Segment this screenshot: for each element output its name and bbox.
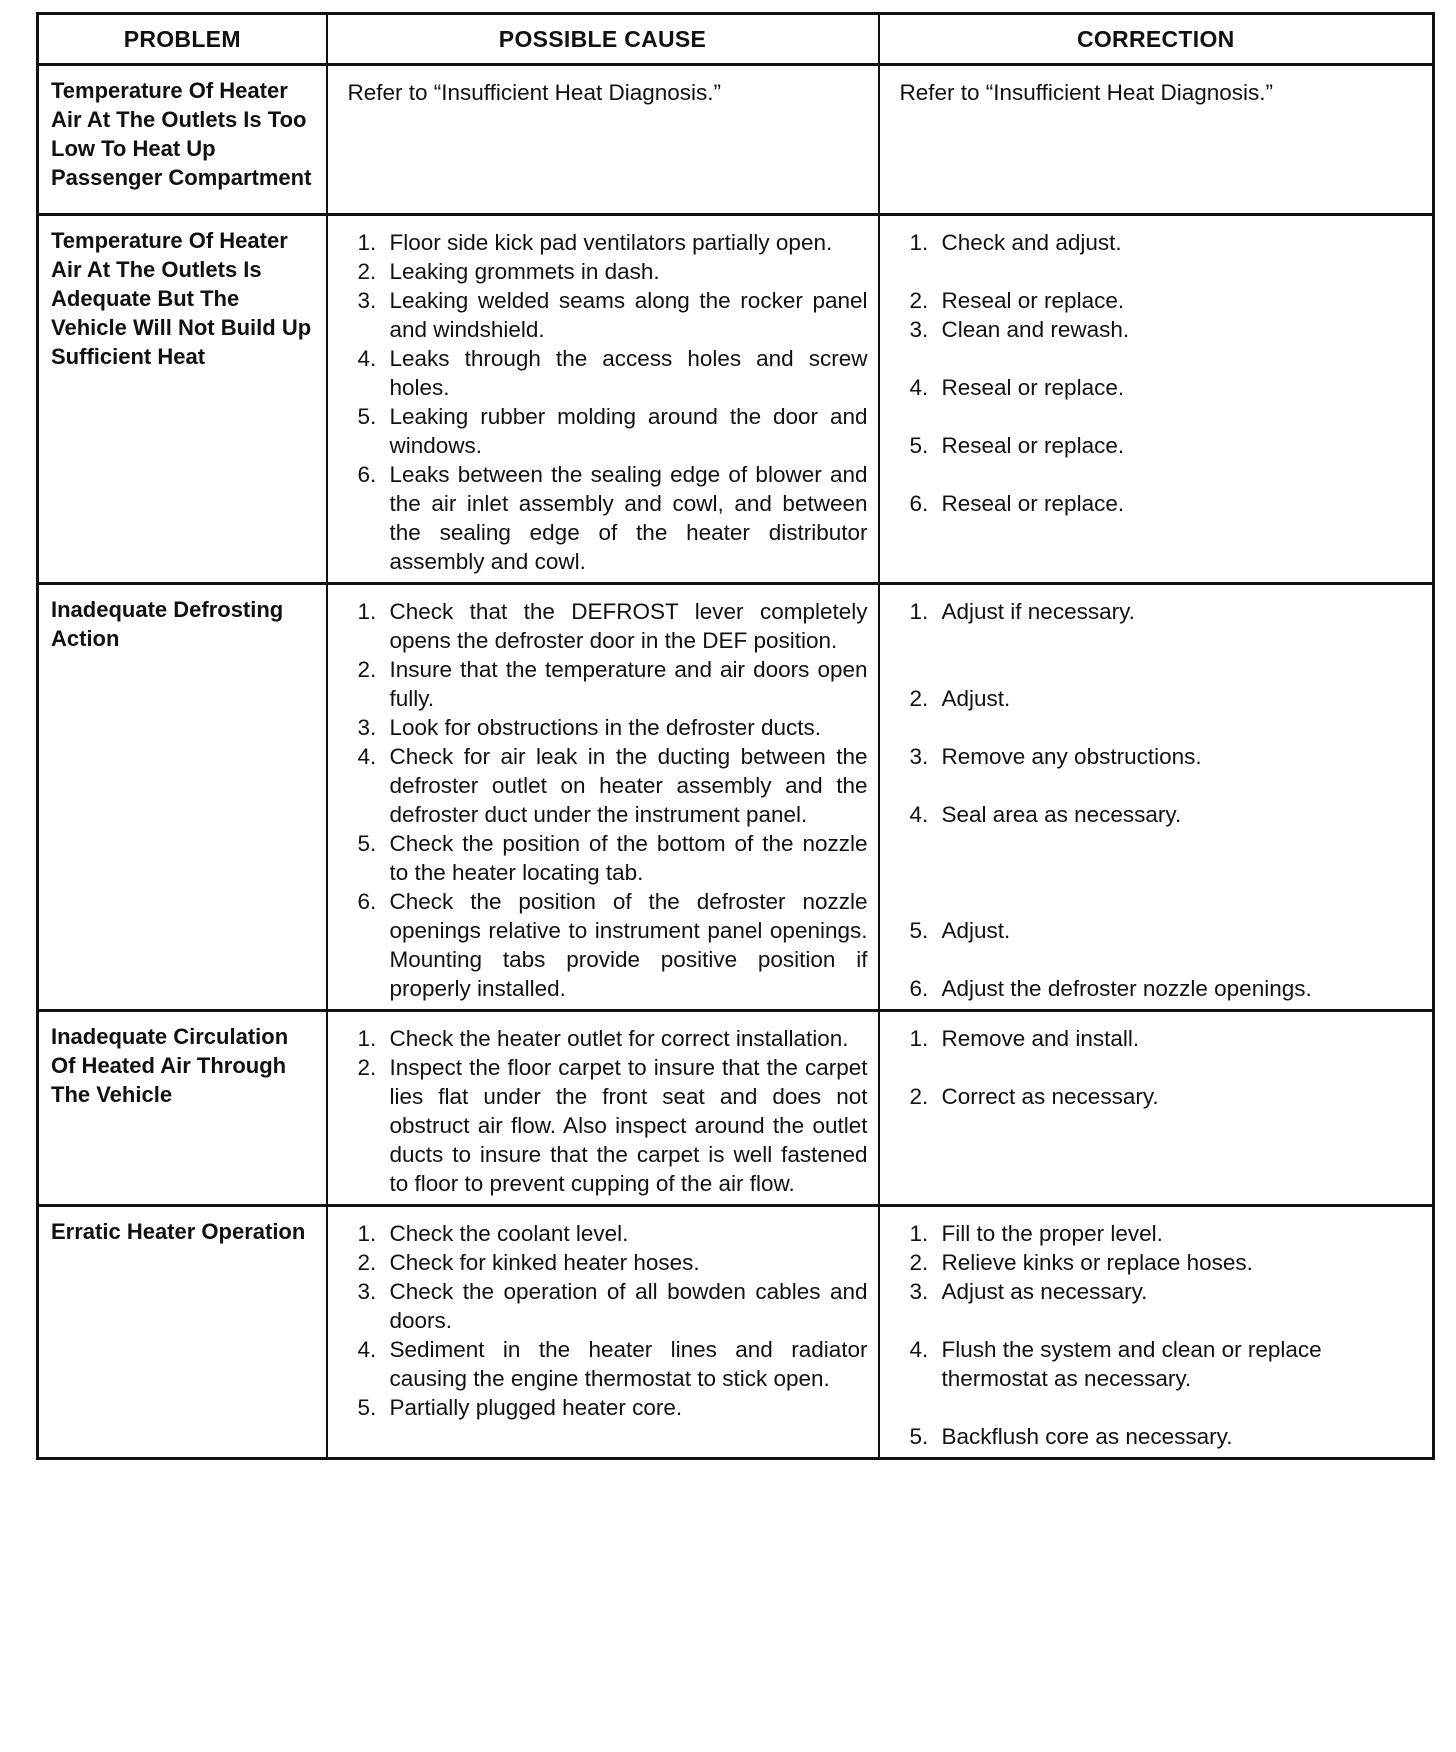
item-number: 5. — [909, 433, 929, 458]
problem-cell: Temperature Of Heater Air At The Outlets Is Too Low To Heat Up Passenger Compartment — [38, 65, 327, 215]
problem-cell: Inadequate Circulation Of Heated Air Through The Vehicle — [38, 1011, 327, 1206]
item-text: Inspect the floor carpet to insure that the carpet lies flat under the front seat and does not obstruct air flow. Also inspect around the outlet ducts to insure that the carpet is well fastened to floor to prevent cupping of the air flow. — [389, 1055, 868, 1196]
list-item — [900, 684, 1423, 713]
item-number: 5. — [357, 831, 377, 856]
correction-list — [900, 228, 1423, 518]
item-number: 6. — [909, 976, 929, 1001]
item-text: Check and adjust. — [941, 230, 1122, 255]
list-item — [900, 228, 1423, 257]
list-item — [348, 1219, 868, 1248]
table-row — [38, 584, 1434, 1011]
item-text: Look for obstructions in the defroster ducts. — [389, 715, 821, 740]
list-item — [900, 431, 1423, 460]
item-number: 1. — [909, 1221, 929, 1246]
item-number: 5. — [909, 918, 929, 943]
list-item — [348, 228, 868, 257]
item-number: 3. — [357, 715, 377, 740]
problem-cell: Temperature Of Heater Air At The Outlets Is Adequate But The Vehicle Will Not Build Up Sufficient Heat — [38, 215, 327, 584]
item-text: Adjust. — [941, 686, 1011, 711]
list-item — [900, 1277, 1423, 1306]
item-text: Adjust as necessary. — [941, 1279, 1148, 1304]
item-number: 1. — [909, 230, 929, 255]
item-number: 1. — [357, 230, 377, 255]
diagnosis-table — [36, 12, 1435, 1460]
list-item — [348, 257, 868, 286]
item-text: Leaking grommets in dash. — [389, 259, 660, 284]
item-number: 3. — [909, 744, 929, 769]
cause-cell — [327, 65, 879, 215]
item-number: 3. — [909, 1279, 929, 1304]
header-correction: CORRECTION — [879, 14, 1434, 65]
correction-list — [900, 597, 1423, 1003]
item-number: 2. — [357, 259, 377, 284]
list-item — [348, 597, 868, 655]
item-number: 5. — [909, 1424, 929, 1449]
problem-cell: Erratic Heater Operation — [38, 1206, 327, 1459]
item-number: 4. — [909, 1337, 929, 1362]
item-number: 3. — [357, 1279, 377, 1304]
cause-list — [348, 597, 868, 1003]
item-text: Leaks through the access holes and screw holes. — [389, 346, 868, 400]
item-number: 6. — [357, 889, 377, 914]
list-item — [900, 1219, 1423, 1248]
table-row — [38, 65, 1434, 215]
item-number: 4. — [909, 375, 929, 400]
item-number: 2. — [909, 1250, 929, 1275]
list-item — [348, 1277, 868, 1335]
item-text: Clean and rewash. — [941, 317, 1130, 342]
item-text: Check the position of the defroster nozzle openings relative to instrument panel openings. Mounting tabs provide positive position if properly installed. — [389, 889, 868, 1001]
item-text: Check the heater outlet for correct installation. — [389, 1026, 849, 1051]
cause-list — [348, 1024, 868, 1198]
item-text: Reseal or replace. — [941, 433, 1125, 458]
item-number: 2. — [357, 1055, 377, 1080]
item-number: 2. — [357, 1250, 377, 1275]
list-item — [900, 315, 1423, 344]
table-row — [38, 1206, 1434, 1459]
list-item — [900, 800, 1423, 829]
item-text: Check for air leak in the ducting between the defroster outlet on heater assembly and the defroster duct under the instrument panel. — [389, 744, 868, 827]
header-row — [38, 14, 1434, 65]
correction-cell — [879, 215, 1434, 584]
list-item — [900, 1248, 1423, 1277]
item-text: Fill to the proper level. — [941, 1221, 1163, 1246]
list-item — [348, 1393, 868, 1422]
item-text: Reseal or replace. — [941, 288, 1125, 313]
list-item — [348, 655, 868, 713]
item-text: Backflush core as necessary. — [941, 1424, 1233, 1449]
list-item — [348, 1248, 868, 1277]
list-item — [900, 1422, 1423, 1451]
item-text: Check the operation of all bowden cables and doors. — [389, 1279, 868, 1333]
list-item — [900, 489, 1423, 518]
item-number: 6. — [357, 462, 377, 487]
list-item — [900, 373, 1423, 402]
list-item — [348, 286, 868, 344]
list-item — [348, 742, 868, 829]
list-item — [348, 460, 868, 576]
list-item — [900, 1082, 1423, 1111]
item-number: 4. — [357, 744, 377, 769]
correction-cell — [879, 584, 1434, 1011]
cause-cell — [327, 1011, 879, 1206]
header-possible-cause: POSSIBLE CAUSE — [327, 14, 879, 65]
item-number: 4. — [357, 346, 377, 371]
cause-cell — [327, 215, 879, 584]
item-number: 3. — [357, 288, 377, 313]
cause-cell — [327, 1206, 879, 1459]
list-item — [900, 916, 1423, 945]
item-number: 1. — [357, 1026, 377, 1051]
item-number: 3. — [909, 317, 929, 342]
item-text: Leaking welded seams along the rocker panel and windshield. — [389, 288, 868, 342]
list-item — [348, 829, 868, 887]
item-text: Adjust the defroster nozzle openings. — [941, 976, 1312, 1001]
item-text: Relieve kinks or replace hoses. — [941, 1250, 1253, 1275]
item-number: 1. — [909, 1026, 929, 1051]
item-text: Check the position of the bottom of the nozzle to the heater locating tab. — [389, 831, 868, 885]
cause-list — [348, 1219, 868, 1422]
item-text: Leaking rubber molding around the door and windows. — [389, 404, 868, 458]
item-text: Sediment in the heater lines and radiator causing the engine thermostat to stick open. — [389, 1337, 868, 1391]
item-number: 5. — [357, 404, 377, 429]
list-item — [348, 1053, 868, 1198]
item-number: 1. — [357, 1221, 377, 1246]
list-item — [900, 597, 1423, 626]
list-item — [900, 742, 1423, 771]
problem-cell: Inadequate Defrosting Action — [38, 584, 327, 1011]
item-number: 2. — [909, 288, 929, 313]
correction-cell — [879, 1011, 1434, 1206]
item-text: Check that the DEFROST lever completely opens the defroster door in the DEF position. — [389, 599, 868, 653]
item-number: 4. — [357, 1337, 377, 1362]
item-text: Reseal or replace. — [941, 491, 1125, 516]
list-item — [900, 1335, 1423, 1393]
item-text: Check the coolant level. — [389, 1221, 629, 1246]
cause-text: Refer to “Insufficient Heat Diagnosis.” — [347, 80, 722, 105]
list-item — [348, 344, 868, 402]
item-text: Reseal or replace. — [941, 375, 1125, 400]
table-row — [38, 1011, 1434, 1206]
item-number: 2. — [357, 657, 377, 682]
item-number: 5. — [357, 1395, 377, 1420]
item-text: Correct as necessary. — [941, 1084, 1159, 1109]
item-text: Partially plugged heater core. — [389, 1395, 683, 1420]
correction-list — [900, 1024, 1423, 1111]
item-number: 1. — [909, 599, 929, 624]
list-item — [348, 887, 868, 1003]
correction-cell — [879, 1206, 1434, 1459]
item-text: Flush the system and clean or replace thermostat as necessary. — [941, 1337, 1322, 1391]
item-number: 2. — [909, 686, 929, 711]
item-number: 2. — [909, 1084, 929, 1109]
item-text: Insure that the temperature and air doors open fully. — [389, 657, 868, 711]
correction-list — [900, 1219, 1423, 1451]
item-text: Remove any obstructions. — [941, 744, 1202, 769]
cause-cell — [327, 584, 879, 1011]
list-item — [900, 974, 1423, 1003]
list-item — [348, 1024, 868, 1053]
list-item — [348, 1335, 868, 1393]
item-text: Adjust. — [941, 918, 1011, 943]
diagnosis-page — [36, 12, 1432, 1460]
correction-cell — [879, 65, 1434, 215]
item-number: 4. — [909, 802, 929, 827]
item-number: 6. — [909, 491, 929, 516]
list-item — [900, 286, 1423, 315]
item-text: Floor side kick pad ventilators partially open. — [389, 230, 833, 255]
correction-text: Refer to “Insufficient Heat Diagnosis.” — [899, 80, 1274, 105]
cause-list — [348, 228, 868, 576]
item-text: Seal area as necessary. — [941, 802, 1182, 827]
header-problem: PROBLEM — [38, 14, 327, 65]
item-text: Remove and install. — [941, 1026, 1140, 1051]
list-item — [348, 402, 868, 460]
list-item — [348, 713, 868, 742]
item-number: 1. — [357, 599, 377, 624]
item-text: Check for kinked heater hoses. — [389, 1250, 700, 1275]
item-text: Adjust if necessary. — [941, 599, 1135, 624]
item-text: Leaks between the sealing edge of blower and the air inlet assembly and cowl, and between the sealing edge of the heater distributor assembly and cowl. — [389, 462, 868, 574]
list-item — [900, 1024, 1423, 1053]
table-row — [38, 215, 1434, 584]
